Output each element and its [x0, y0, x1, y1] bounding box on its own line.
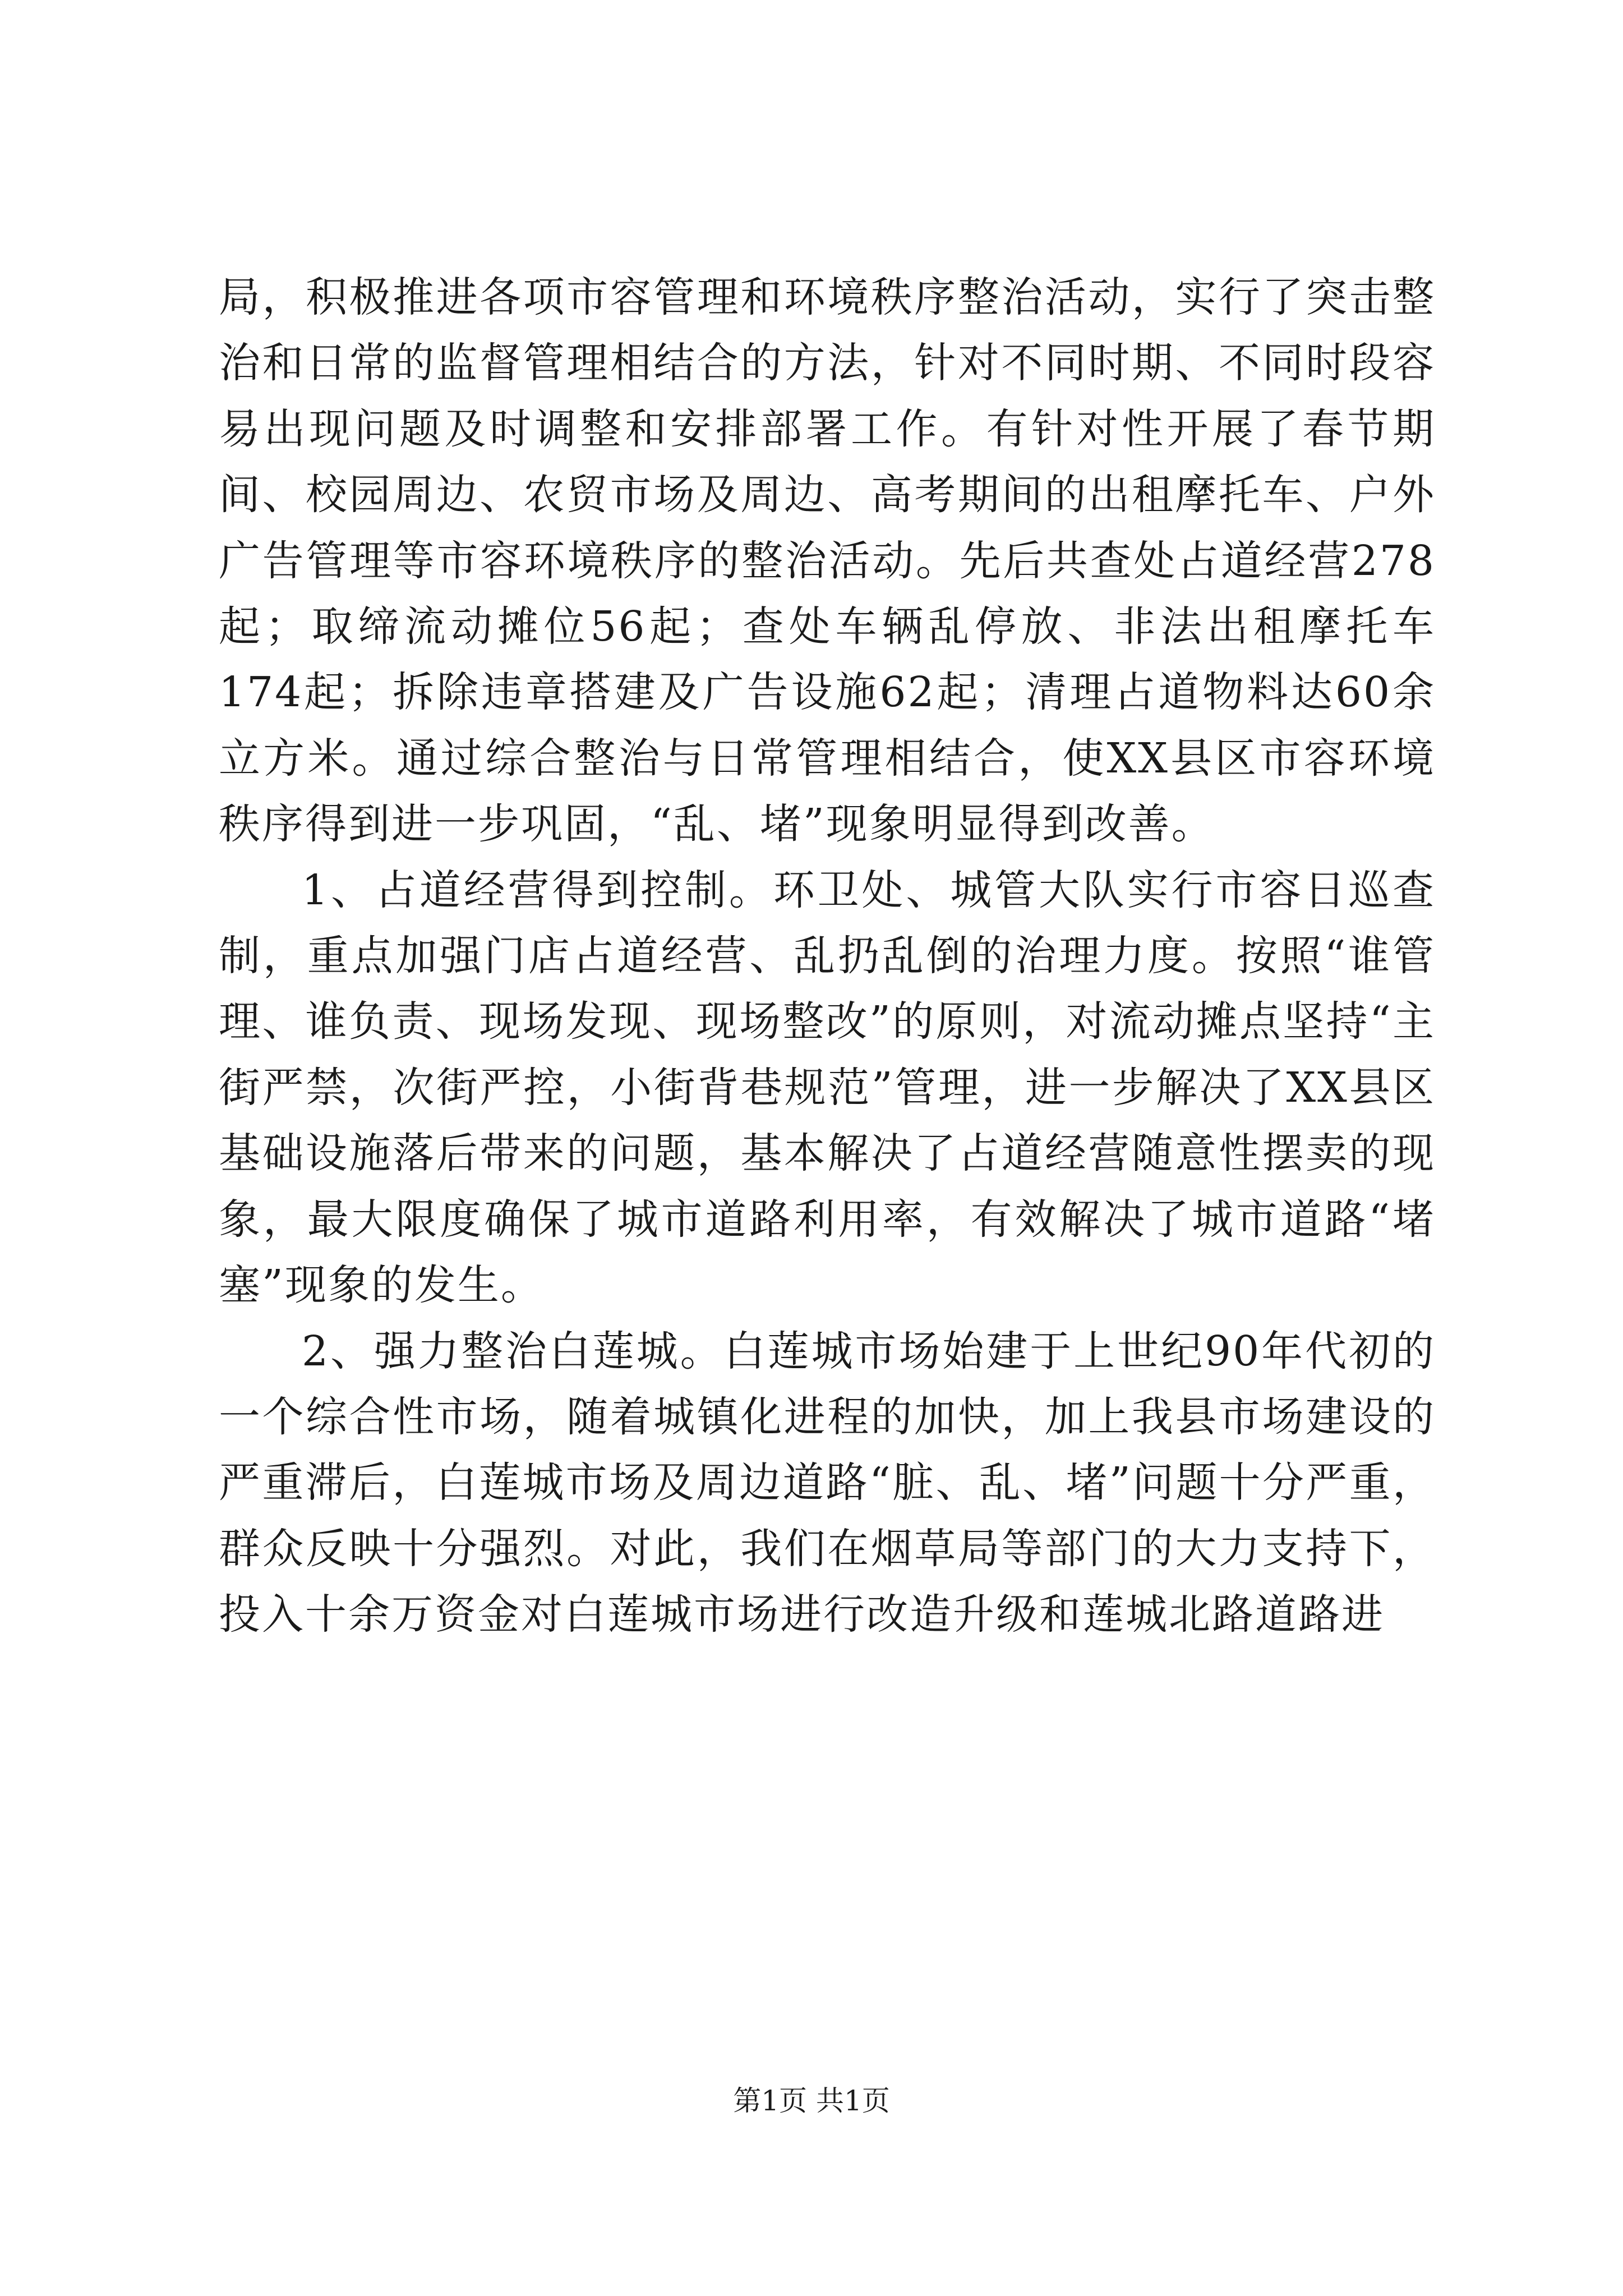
- document-body: [219, 265, 1436, 1648]
- page-footer: 第1页 共1页: [733, 2085, 890, 2117]
- paragraph-3: 2、强力整治白莲城。白莲城市场始建于上世纪90年代初的一个综合性市场，随着城镇化进程的加快，加上我县市场建设的严重滞后，白莲城市场及周边道路“脏、乱、堵”问题十分严重，群众反映十分强烈。对此，我们在烟草局等部门的大力支持下，投入十余万资金对白莲城市场进行改造升级和莲城北路道路进: [219, 1327, 1436, 1639]
- paragraph-1: 局，积极推进各项市容管理和环境秩序整治活动，实行了突击整治和日常的监督管理相结合的方法，针对不同时期、不同时段容易出现问题及时调整和安排部署工作。有针对性开展了春节期间、校园周边、农贸市场及周边、高考期间的出租摩托车、户外广告管理等市容环境秩序的整治活动。先后共查处占道经营278起；取缔流动摊位56起；查处车辆乱停放、非法出租摩托车174起；拆除违章搭建及广告设施62起；清理占道物料达60余立方米。通过综合整治与日常管理相结合，使XX县区市容环境秩序得到进一步巩固，“乱、堵”现象明显得到改善。: [219, 273, 1436, 849]
- paragraph-2: 1、占道经营得到控制。环卫处、城管大队实行市容日巡查制，重点加强门店占道经营、乱扔乱倒的治理力度。按照“谁管理、谁负责、现场发现、现场整改”的原则，对流动摊点坚持“主街严禁，次街严控，小街背巷规范”管理，进一步解决了XX县区基础设施落后带来的问题，基本解决了占道经营随意性摆卖的现象，最大限度确保了城市道路利用率，有效解决了城市道路“堵塞”现象的发生。: [219, 866, 1436, 1310]
